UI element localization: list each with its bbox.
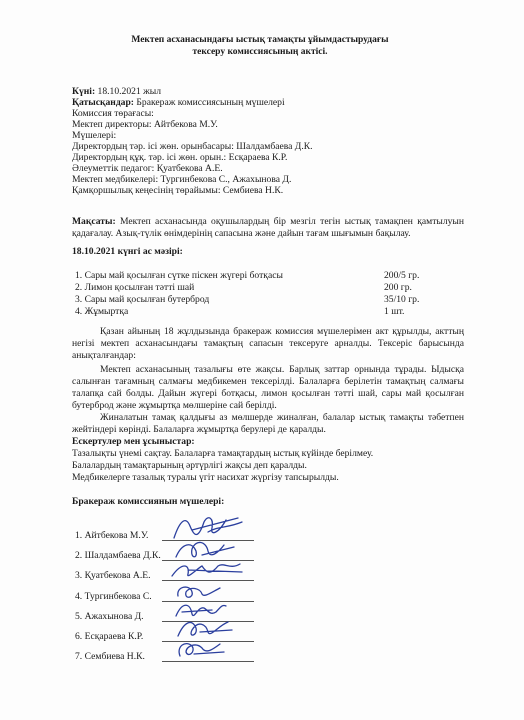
menu-item-qty: 35/10 гр.	[384, 294, 420, 305]
signatory-name: 4. Тургинбекова С.	[75, 591, 152, 602]
menu-item-qty: 200/5 гр.	[384, 270, 420, 281]
purpose-text: Мектеп асханасында оқушылардың бір мезгіл тегін ыстық тамақпен қамтылуын қадағалау. Азық-түлік өнімдерінің сапасына және дайын тағам шығымын бақылау.	[72, 216, 464, 239]
participants-line	[72, 97, 285, 108]
remark-line: Тазалықты үнемі сақтау. Балаларға тамақтардың ыстық күйінде берілмеу.	[72, 448, 374, 459]
menu-heading: 18.10.2021 күнгі ас мәзірі:	[72, 246, 183, 257]
info-line: Директордың құқ. тәр. ісі жөн. орын.: Есқараева К.Р.	[72, 152, 288, 163]
menu-item-qty: 200 гр.	[384, 282, 412, 293]
purpose-paragraph	[72, 216, 464, 240]
date-value: 18.10.2021 жыл	[95, 86, 161, 97]
body-paragraph-3: Жиналатын тамақ қалдығы аз мөлшерде жиналған, балалар ыстық тамақты тәбетпен жейтіндері көрінді. Балаларға жұмыртқа берулері де қаралды.	[72, 412, 464, 435]
purpose-label: Мақсаты:	[72, 216, 116, 227]
participants-value: Бракераж комиссиясының мүшелері	[134, 97, 285, 108]
signatures-heading: Бракераж комиссиянын мүшелері:	[72, 496, 225, 507]
menu-item-qty: 1 шт.	[384, 306, 405, 317]
body-paragraph-1: Қазан айының 18 жұлдызында бракераж комиссия мүшелерімен акт құрылды, акттың негізі мектеп асханасындағы тамақтың сапасын тексеруге арналды. Тексеріс барысында анықталғандар:	[72, 326, 464, 361]
info-line: Әлеуметтік педагог: Қуатбекова А.Е.	[72, 163, 223, 174]
menu-item-name: 2. Лимон қосылған тәтті шай	[75, 282, 195, 293]
signatory-name: 1. Айтбекова М.У.	[75, 530, 149, 541]
date-label: Күні:	[72, 86, 96, 97]
info-line: Комиссия төрағасы:	[72, 108, 154, 119]
info-line: Қамқоршылық кеңесінің төрайымы: Сембиева Н.К.	[72, 185, 284, 196]
body-paragraph-2: Мектеп асханасының тазалығы өте жақсы. Барлық заттар орнында тұрады. Ыдысқа салынған тағамның салмағы медбикемен тексерілді. Балаларға берілетін тамақтың салмағы талапқа сай болды. Дайын жүгері ботқасы, лимон қосылған тәтті шай, сары май қосылған бутерброд және жұмыртқа мөлшеріне сай берілді.	[72, 364, 464, 411]
document-title-line2: тексеру комиссиясының актісі.	[192, 47, 328, 57]
info-line: Мектеп директоры: Айтбекова М.У.	[72, 119, 218, 130]
remarks-heading: Ескертулер мен ұсыныстар:	[72, 436, 195, 447]
info-line: Директордың тәр. ісі жөн. орынбасары: Шалдамбаева Д.К.	[72, 141, 313, 152]
menu-item-name: 3. Сары май қосылған бутерброд	[75, 294, 210, 305]
signatory-name: 7. Сембиева Н.К.	[75, 651, 145, 662]
info-line: Мүшелері:	[72, 130, 117, 141]
handwritten-signature-7	[172, 636, 232, 662]
signatory-name: 6. Есқараева К.Р.	[75, 631, 144, 642]
info-line: Мектеп медбикелері: Тургинбекова С., Ажахынова Д.	[72, 174, 292, 185]
signatory-name: 5. Ажахынова Д.	[75, 611, 144, 622]
menu-item-name: 1. Сары май қосылған сүтке піскен жүгері ботқасы	[75, 270, 283, 281]
date-line	[72, 86, 161, 97]
signatory-name: 3. Қуатбекова А.Е.	[75, 570, 151, 581]
remark-line: Балалардың тамақтарының әртүрлігі жақсы деп қаралды.	[72, 460, 307, 471]
menu-item-name: 4. Жұмыртқа	[75, 306, 129, 317]
remark-line: Медбикелерге тазалық туралы үгіт насихат жүргізу тапсырылды.	[72, 472, 339, 483]
document-title-line1: Мектеп асханасындағы ыстық тамақты ұйымдастырудағы	[131, 35, 389, 45]
signatory-name: 2. Шалдамбаева Д.К.	[75, 550, 161, 561]
participants-label: Қатысқандар:	[72, 97, 134, 108]
